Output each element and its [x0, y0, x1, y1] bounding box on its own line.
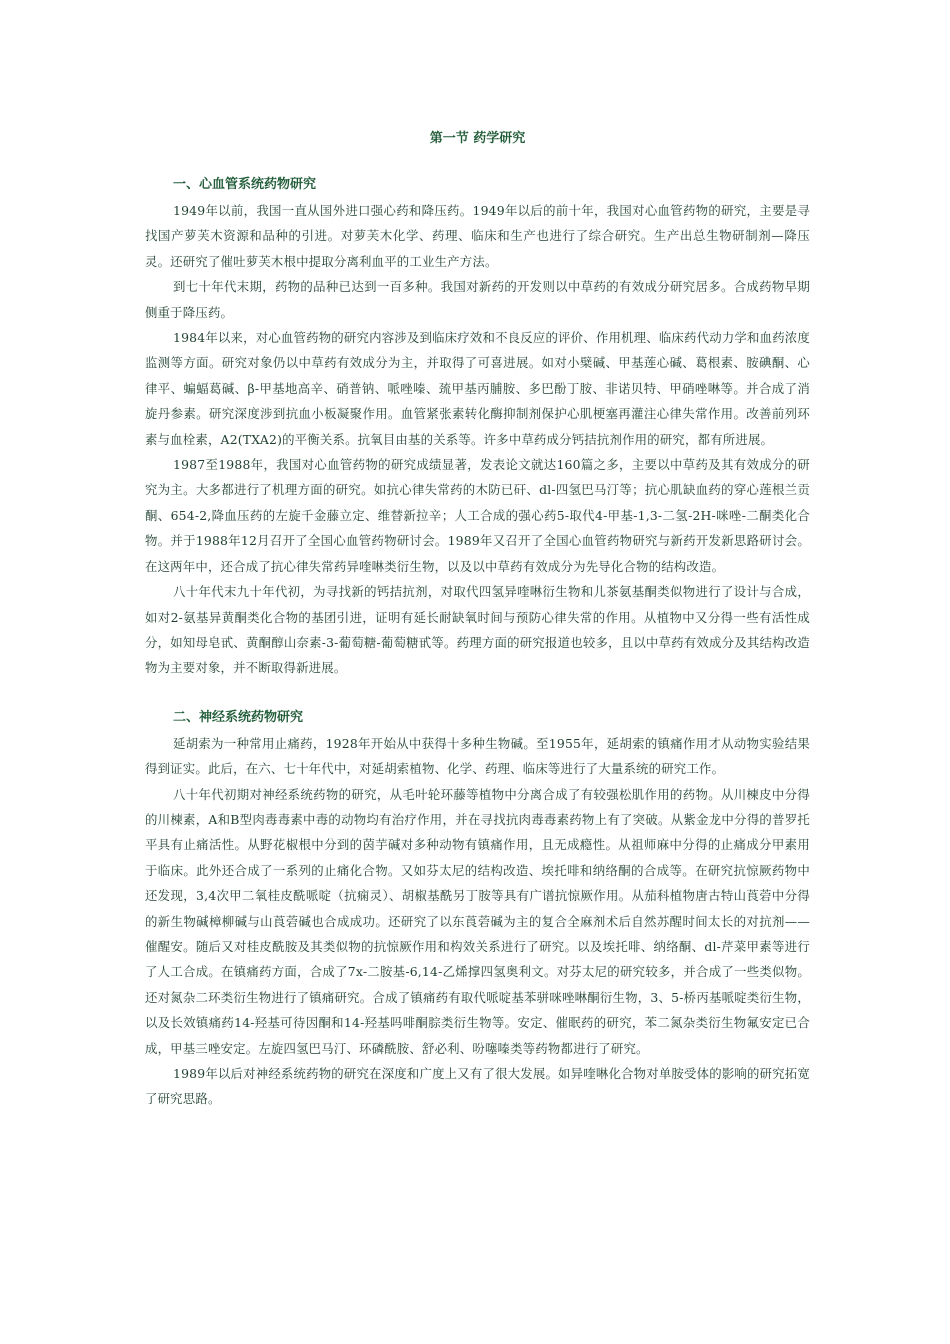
paragraph: 1984年以来，对心血管药物的研究内容涉及到临床疗效和不良反应的评价、作用机理、临床药代动力学和血药浓度监测等方面。研究对象仍以中草药有效成分为主，并取得了可喜进展。如对小檗碱、甲基莲心碱、葛根素、胺碘酮、心律平、蝙蝠葛碱、β-甲基地高辛、硝普钠、哌唑嗪、巯甲基丙脯胺、多巴酚丁胺、非诺贝特、甲硝唑啉等。并合成了消旋丹参素。研究深度涉到抗血小板凝聚作用。血管紧张素转化酶抑制剂保护心肌梗塞再灌注心律失常作用。改善前列环素与血栓素，A2(TXA2)的平衡关系。抗氧目由基的关系等。许多中草药成分钙拮抗剂作用的研究，都有所进展。	[145, 330, 810, 447]
section-heading: 一、心血管系统药物研究	[173, 177, 317, 192]
page-title: 第一节 药学研究	[429, 131, 526, 146]
paragraph: 1949年以前，我国一直从国外进口强心药和降压药。1949年以后的前十年，我国对心血管药物的研究，主要是寻找国产萝芙木资源和品种的引进。对萝芙木化学、药理、临床和生产也进行了综合研究。生产出总生物研制剂—降压灵。还研究了催吐萝芙木根中提取分离利血平的工业生产方法。	[145, 203, 810, 269]
paragraph: 到七十年代末期，药物的品种已达到一百多种。我国对新药的开发则以中草药的有效成分研究居多。合成药物早期侧重于降压药。	[145, 279, 810, 320]
paragraph: 1987至1988年，我国对心血管药物的研究成绩显著，发表论文就达160篇之多，主要以中草药及其有效成分的研究为主。大多都进行了机理方面的研究。如抗心律失常药的木防已矸、dl-四氢巴马汀等；抗心肌缺血药的穿心莲根兰贡酮、654-2,降血压药的左旋千金藤立定、维替新拉辛；人工合成的强心药5-取代4-甲基-1,3-二氢-2H-咪唑-二酮类化合物。并于1988年12月召开了全国心血管药物研讨会。1989年又召开了全国心血管药物研究与新药开发新思路研讨会。在这两年中，还合成了抗心律失常药异喹啉类衍生物，以及以中草药有效成分为先导化合物的结构改造。	[145, 457, 810, 574]
paragraph: 1989年以后对神经系统药物的研究在深度和广度上又有了很大发展。如异喹啉化合物对单胺受体的影响的研究拓宽了研究思路。	[145, 1066, 810, 1107]
document-page	[145, 126, 810, 1112]
paragraph: 八十年代末九十年代初，为寻找新的钙拮抗剂，对取代四氢异喹啉衍生物和儿茶氨基酮类似物进行了设计与合成，如对2-氨基异黄酮类化合物的基团引进，证明有延长耐缺氧时间与预防心律失常的作用。从植物中又分得一些有活性成分，如知母皂甙、黄酮醇山奈素-3-葡萄糖-葡萄糖甙等。药理方面的研究报道也较多，且以中草药有效成分及其结构改造物为主要对象，并不断取得新进展。	[145, 584, 810, 676]
section-heading: 二、神经系统药物研究	[173, 709, 304, 725]
section-cardiovascular	[145, 172, 810, 681]
section-spacer	[145, 681, 810, 705]
paragraph: 延胡索为一种常用止痛药，1928年开始从中获得十多种生物碱。至1955年，延胡索的镇痛作用才从动物实验结果得到证实。此后，在六、七十年代中，对延胡索植物、化学、药理、临床等进行了大量系统的研究工作。	[145, 735, 810, 777]
paragraph: 八十年代初期对神经系统药物的研究，从毛叶轮环藤等植物中分离合成了有较强松肌作用的药物。从川楝皮中分得的川楝素，A和B型肉毒毒素中毒的动物均有治疗作用，并在寻找抗肉毒毒素药物上有了突破。从紫金龙中分得的普罗托平具有止痛活性。从野花椒根中分到的茵芋碱对多种动物有镇痛作用，且无成瘾性。从祖师麻中分得的止痛成分甲素用于临床。此外还合成了一系列的止痛化合物。又如芬太尼的结构改造、埃托啡和纳络酮的合成等。在研究抗惊厥药物中还发现，3,4次甲二氧桂皮酰哌啶（抗痫灵）、胡椒基酰另丁胺等具有广谱抗惊厥作用。从茄科植物唐古特山莨菪中分得的新生物碱樟柳碱与山莨菪碱也合成成功。还研究了以东莨菪碱为主的复合全麻剂术后自然苏醒时间太长的对抗剂——催醒安。随后又对桂皮酰胺及其类似物的抗惊厥作用和构效关系进行了研究。以及埃托啡、纳络酮、dl-芹菜甲素等进行了人工合成。在镇痛药方面，合成了7x-二胺基-6,14-乙烯撑四氢奥利文。对芬太尼的研究较多，并合成了一些类似物。还对氮杂二环类衍生物进行了镇痛研究。合成了镇痛药有取代哌啶基苯骈咪唑啉酮衍生物，3、5-桥丙基哌啶类衍生物，以及长效镇痛药14-羟基可待因酮和14-羟基吗啡酮腙类衍生物等。安定、催眠药的研究，苯二氮杂类衍生物氟安定已合成，甲基三唑安定。左旋四氢巴马汀、环磷酰胺、舒必利、吩噻嗪类等药物都进行了研究。	[145, 786, 810, 1056]
section-nervous-system	[145, 705, 810, 1112]
